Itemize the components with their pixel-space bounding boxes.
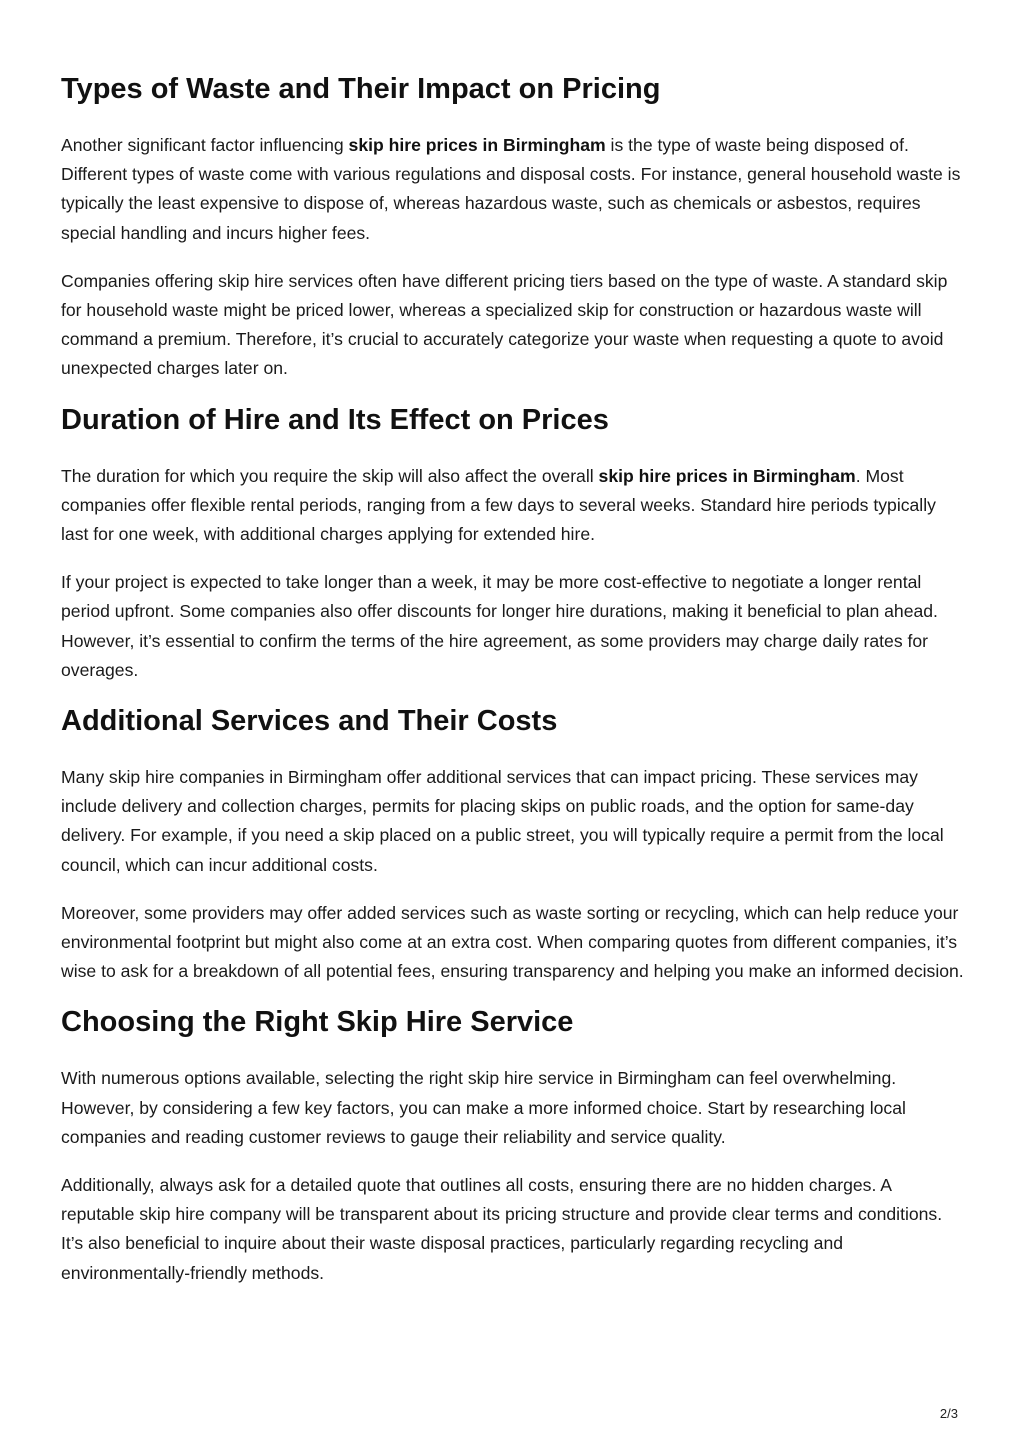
paragraph-text: The duration for which you require the skip will also affect the overall xyxy=(61,465,599,486)
paragraph: Many skip hire companies in Birmingham offer additional services that can impact pricing. These services may include delivery and collection charges, permits for placing skips on public roads, and the option for same-day delivery. For example, if you need a skip placed on a public street, you will typically require a permit from the local council, which can incur additional costs. xyxy=(61,767,944,875)
paragraph: With numerous options available, selecting the right skip hire service in Birmingham can feel overwhelming. However, by considering a few key factors, you can make a more informed choice. Start by researching local companies and reading customer reviews to gauge their reliability and service quality. xyxy=(61,1068,906,1147)
section-choosing-service xyxy=(61,1005,966,1287)
section-heading: Choosing the Right Skip Hire Service xyxy=(61,1006,574,1039)
paragraph xyxy=(61,131,966,248)
paragraph-text: . Most companies offer flexible rental periods, ranging from a few days to several weeks. Standard hire periods typically last for one week, with additional charges applying for extended hire. xyxy=(61,465,936,545)
paragraph: Additionally, always ask for a detailed quote that outlines all costs, ensuring there are no hidden charges. A reputable skip hire company will be transparent about its pricing structure and provide clear terms and conditions. It’s also beneficial to inquire about their waste disposal practices, particularly regarding recycling and environmentally-friendly methods. xyxy=(61,1175,943,1283)
keyword-bold: skip hire prices in Birmingham xyxy=(598,465,856,486)
section-heading: Additional Services and Their Costs xyxy=(61,705,558,738)
keyword-bold: skip hire prices in Birmingham xyxy=(348,135,606,155)
document-page xyxy=(61,72,966,1307)
section-types-of-waste xyxy=(61,72,966,384)
paragraph-text: is the type of waste being disposed of. Different types of waste come with various regulations and disposal costs. For instance, general household waste is typically the least expensive to dispose of, whereas hazardous waste, such as chemicals or asbestos, requires special handling and incurs higher fees. xyxy=(61,135,961,243)
paragraph: If your project is expected to take longer than a week, it may be more cost-effective to negotiate a longer rental period upfront. Some companies also offer discounts for longer hire durations, making it beneficial to plan ahead. However, it’s essential to confirm the terms of the hire agreement, as some providers may charge daily rates for overages. xyxy=(61,572,938,680)
paragraph-text: Another significant factor influencing xyxy=(61,135,349,155)
paragraph xyxy=(61,462,966,550)
page-number: 2/3 xyxy=(939,1406,958,1421)
section-duration-of-hire xyxy=(61,403,966,685)
paragraph: Companies offering skip hire services often have different pricing tiers based on the type of waste. A standard skip for household waste might be priced lower, whereas a specialized skip for construction or hazardous waste will command a premium. Therefore, it’s crucial to accurately categorize your waste when requesting a quote to avoid unexpected charges later on. xyxy=(61,270,948,379)
paragraph: Moreover, some providers may offer added services such as waste sorting or recycling, which can help reduce your environmental footprint but might also come at an extra cost. When comparing quotes from different companies, it’s wise to ask for a breakdown of all potential fees, ensuring transparency and helping you make an informed decision. xyxy=(61,902,964,982)
section-heading: Duration of Hire and Its Effect on Prices xyxy=(61,403,609,436)
section-heading: Types of Waste and Their Impact on Pricing xyxy=(61,73,661,105)
section-additional-services xyxy=(61,704,966,986)
